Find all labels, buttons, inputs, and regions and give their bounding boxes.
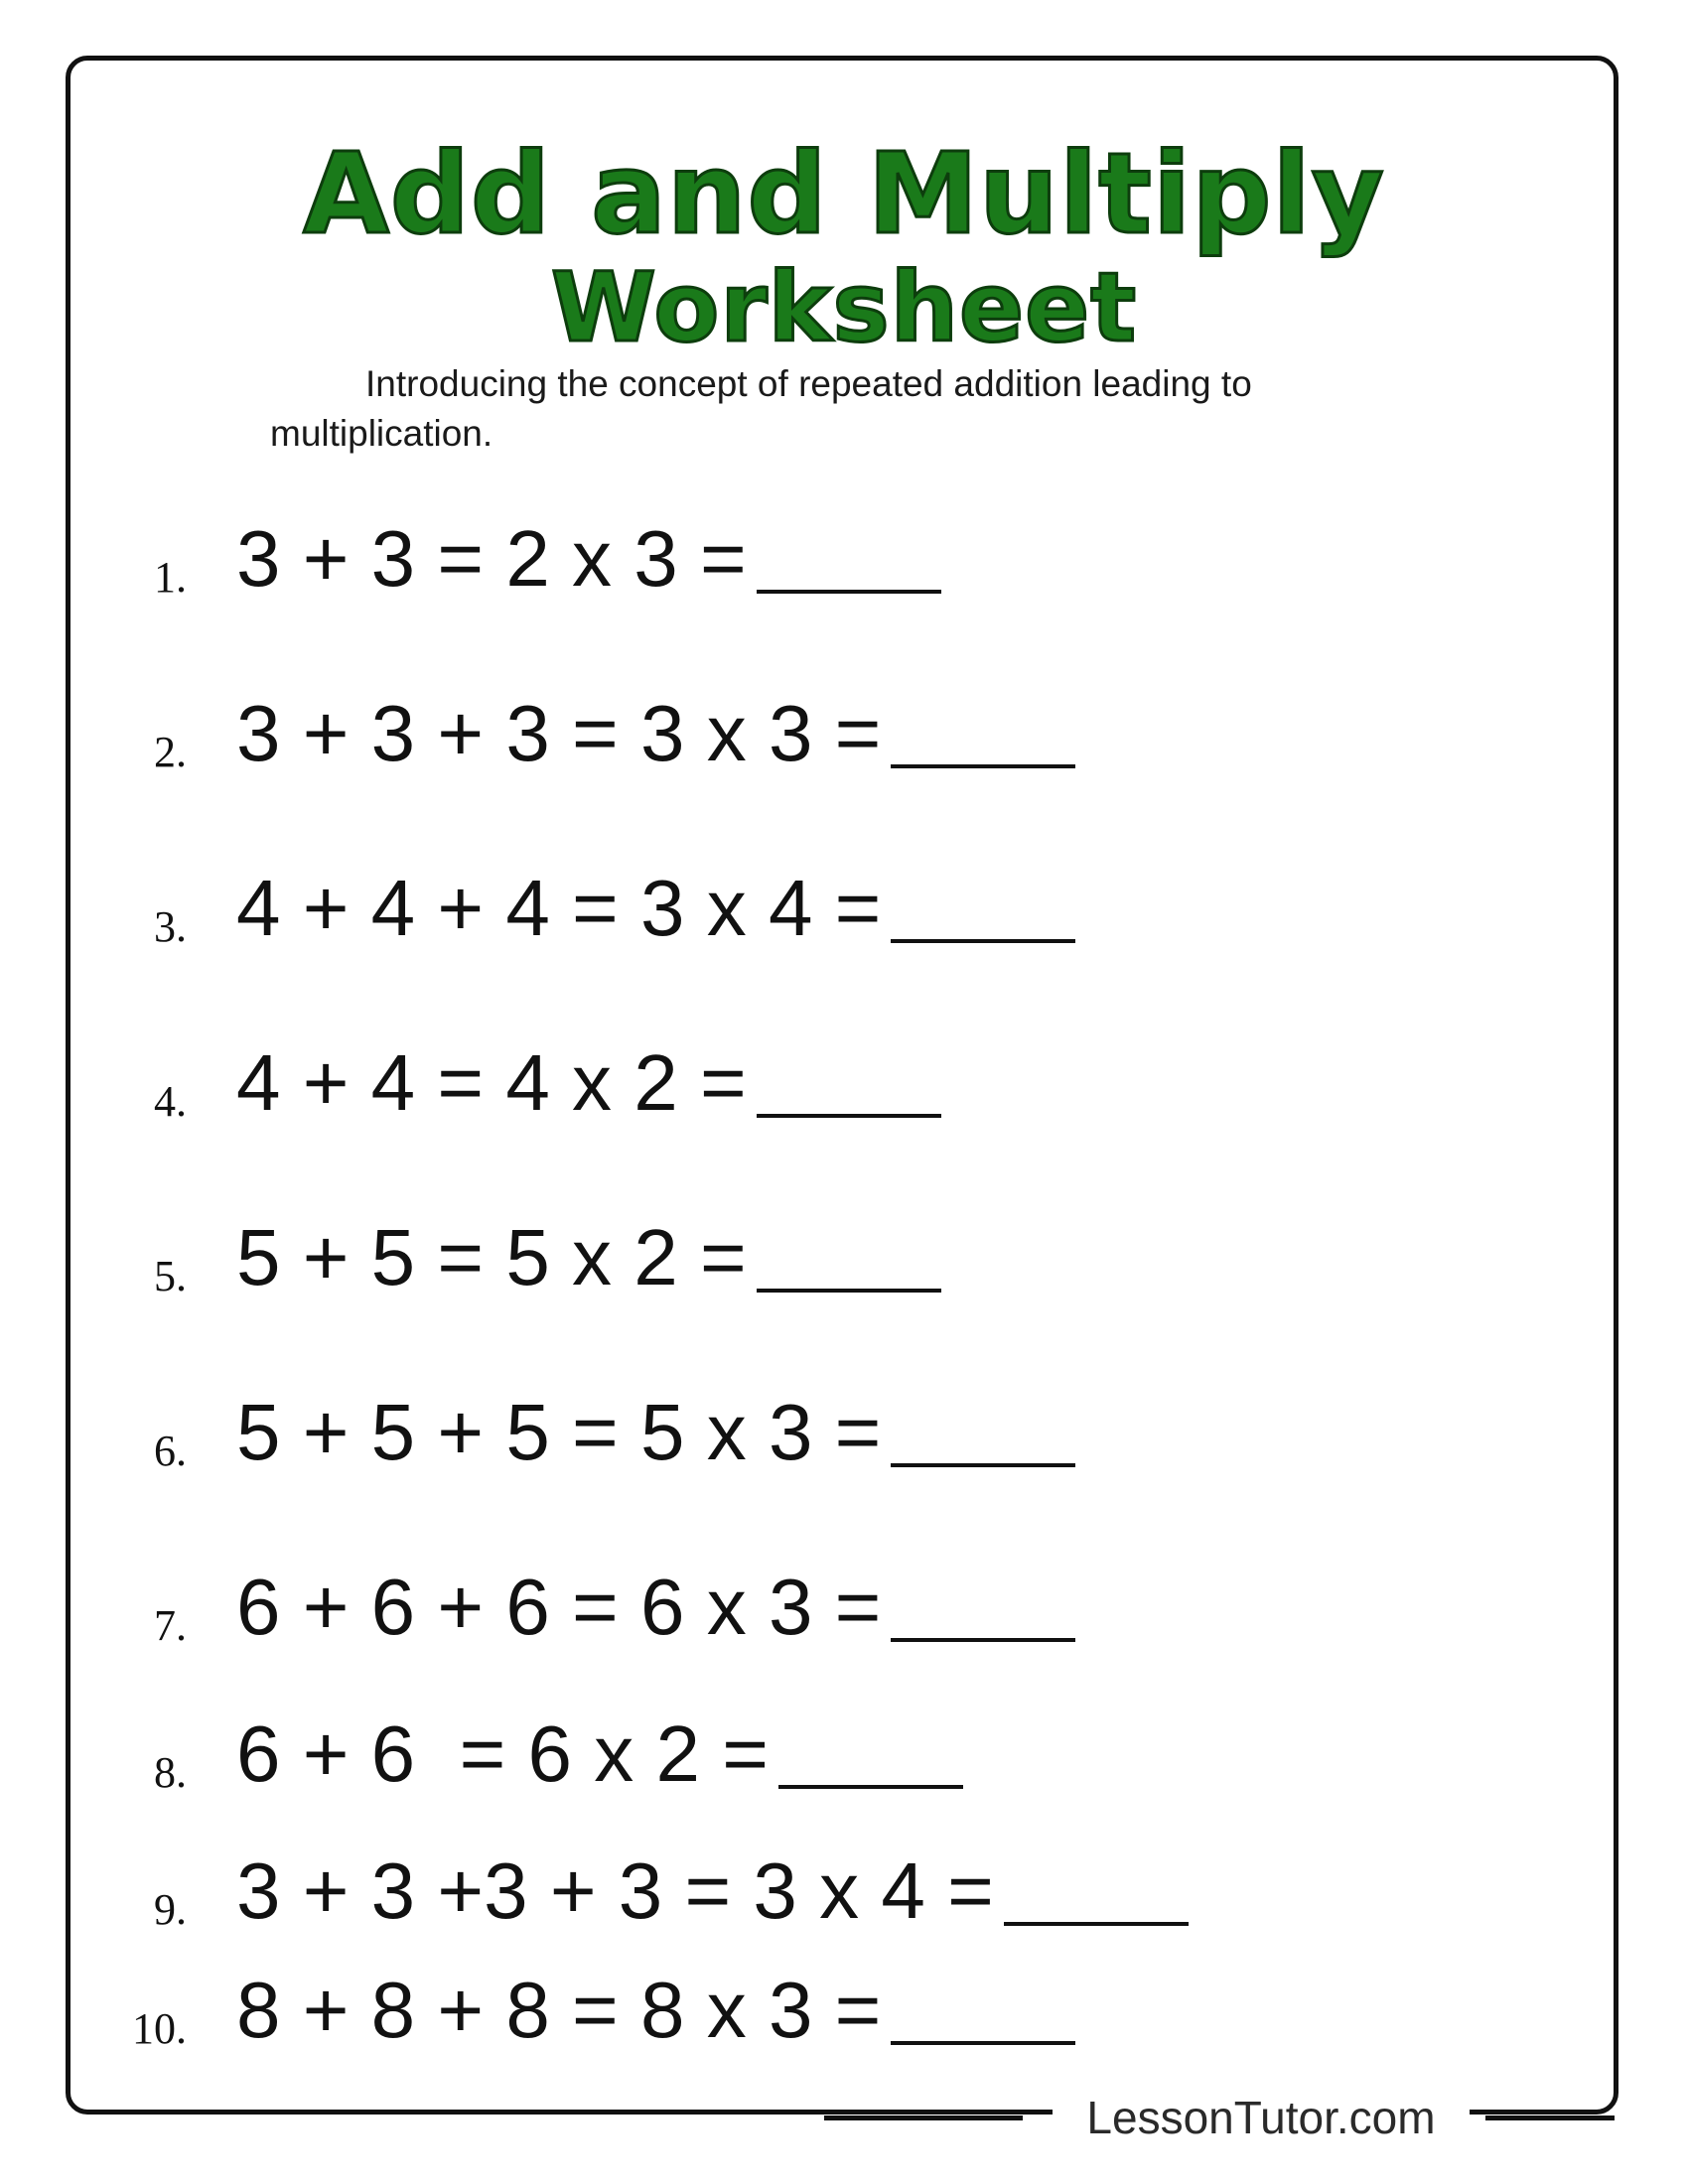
problem-equation-row: [236, 514, 941, 604]
problem-equation: 5 + 5 = 5 x 2 =: [236, 1213, 747, 1301]
problem-equation-row: [236, 1213, 941, 1302]
problem-number: 9.: [154, 1885, 187, 1934]
problem-item: [0, 1038, 1390, 1128]
problem-number: 7.: [154, 1601, 187, 1650]
problem-item: [0, 1388, 1390, 1477]
problem-equation: 4 + 4 + 4 = 3 x 4 =: [236, 864, 882, 952]
footer-brand: LessonTutor.com: [1053, 2091, 1470, 2144]
answer-blank[interactable]: [891, 1463, 1075, 1467]
problem-equation: 4 + 4 = 4 x 2 =: [236, 1038, 747, 1127]
problem-item: [0, 514, 1390, 604]
problem-equation-row: [236, 1846, 1189, 1936]
answer-blank[interactable]: [891, 1638, 1075, 1642]
problem-number: 2.: [154, 728, 187, 776]
problem-number: 6.: [154, 1427, 187, 1475]
problem-equation: 6 + 6 = 6 x 2 =: [236, 1709, 769, 1798]
answer-blank[interactable]: [1004, 1922, 1189, 1926]
problem-item: [0, 1213, 1390, 1302]
answer-blank[interactable]: [757, 590, 941, 594]
problem-equation-row: [236, 689, 1075, 778]
answer-blank[interactable]: [778, 1785, 963, 1789]
problem-item: [0, 1966, 1390, 2055]
answer-blank[interactable]: [891, 764, 1075, 768]
answer-blank[interactable]: [757, 1289, 941, 1293]
problem-equation-row: [236, 1966, 1075, 2055]
problem-equation: 3 + 3 = 2 x 3 =: [236, 514, 747, 603]
footer-divider-right: [1485, 2116, 1615, 2120]
problem-equation: 3 + 3 +3 + 3 = 3 x 4 =: [236, 1846, 994, 1935]
problem-equation-row: [236, 864, 1075, 953]
problem-item: [0, 1846, 1390, 1936]
problem-number: 10.: [132, 2004, 187, 2053]
problem-number: 4.: [154, 1077, 187, 1126]
worksheet-title: Add and Multiply: [303, 130, 1385, 259]
worksheet-subtitle: Worksheet: [550, 252, 1138, 363]
intro-text: Introducing the concept of repeated addition leading to multiplication.: [270, 363, 1252, 454]
problem-equation-row: [236, 1038, 941, 1128]
problem-item: [0, 1563, 1390, 1652]
problem-number: 8.: [154, 1748, 187, 1797]
problem-equation-row: [236, 1388, 1075, 1477]
problem-item: [0, 689, 1390, 778]
problem-number: 3.: [154, 902, 187, 951]
problem-number: 1.: [154, 553, 187, 602]
problem-item: [0, 1709, 1390, 1799]
footer-divider-left: [824, 2116, 1023, 2120]
problem-item: [0, 864, 1390, 953]
problem-equation: 6 + 6 + 6 = 6 x 3 =: [236, 1563, 882, 1651]
problem-equation-row: [236, 1563, 1075, 1652]
answer-blank[interactable]: [891, 939, 1075, 943]
problem-equation: 3 + 3 + 3 = 3 x 3 =: [236, 689, 882, 777]
problem-equation: 8 + 8 + 8 = 8 x 3 =: [236, 1966, 882, 2054]
problem-equation: 5 + 5 + 5 = 5 x 3 =: [236, 1388, 882, 1476]
problem-equation-row: [236, 1709, 963, 1799]
answer-blank[interactable]: [891, 2041, 1075, 2045]
answer-blank[interactable]: [757, 1114, 941, 1118]
problem-number: 5.: [154, 1252, 187, 1300]
